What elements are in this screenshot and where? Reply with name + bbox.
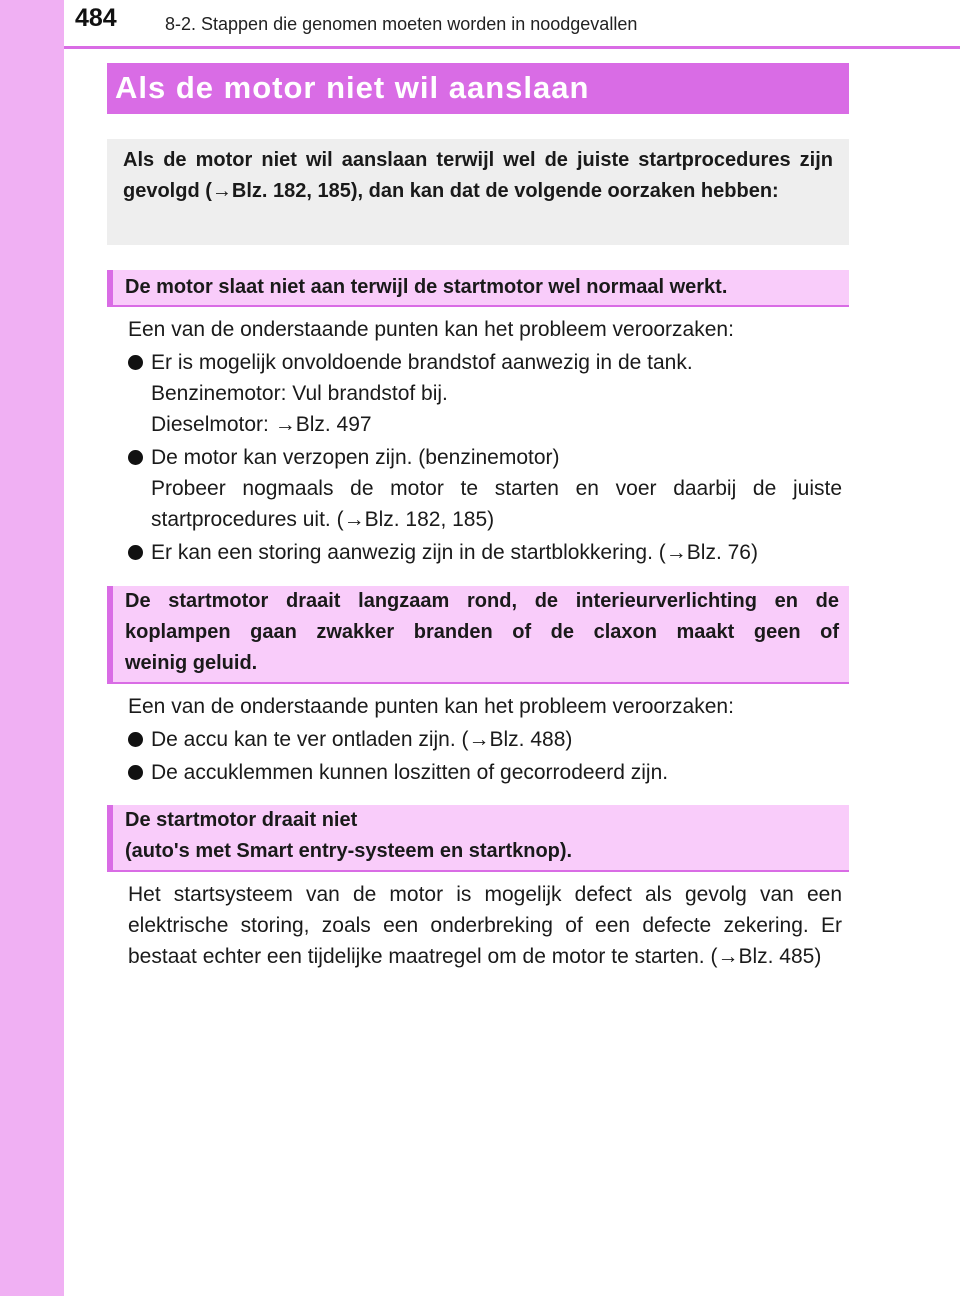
- section-heading-3-line: De startmotor draait niet: [125, 809, 358, 831]
- bullet-text: De accu kan te ver ontladen zijn. (→Blz. 488): [151, 728, 573, 751]
- section-2-lead: Een van de onderstaande punten kan het probleem veroorzaken:: [128, 695, 734, 718]
- bullet-text: Probeer nogmaals de motor te starten en voer daarbij de juiste: [151, 477, 842, 500]
- list-item: [128, 347, 842, 440]
- section-3-body: Het startsysteem van de motor is mogelijk defect als gevolg van een elektrische storing, zoals een onderbreking of een defecte zekering. Er bestaat echter een tijdelijke maatregel om de motor te starten. (→Blz. 485): [128, 883, 842, 968]
- title-bar: [107, 63, 849, 114]
- list-item: [128, 724, 842, 755]
- bullet-icon: [128, 765, 143, 780]
- chapter-title: 8-2. Stappen die genomen moeten worden in noodgevallen: [165, 14, 638, 34]
- section-heading-2-line: weinig geluid.: [125, 652, 258, 674]
- bullet-icon: [128, 450, 143, 465]
- page-number: 484: [75, 4, 117, 32]
- list-item: [128, 537, 842, 568]
- section-heading-2-line: koplampen gaan zwakker branden of de claxon maakt geen of: [125, 621, 839, 643]
- section-heading-1: [107, 270, 849, 307]
- bullet-text: Dieselmotor: →Blz. 497: [151, 413, 372, 436]
- list-item: [128, 442, 842, 535]
- bullet-text: De motor kan verzopen zijn. (benzinemotor): [151, 446, 560, 469]
- section-1-lead: Een van de onderstaande punten kan het probleem veroorzaken:: [128, 318, 734, 341]
- list-item: [128, 757, 842, 788]
- section-heading-1-text: De motor slaat niet aan terwijl de startmotor wel normaal werkt.: [125, 276, 728, 298]
- section-2-body: [128, 691, 842, 788]
- intro-box: [107, 139, 849, 245]
- bullet-text: Er is mogelijk onvoldoende brandstof aanwezig in de tank.: [151, 351, 693, 374]
- bullet-text: startprocedures uit. (→Blz. 182, 185): [151, 508, 495, 531]
- section-1-body: [128, 314, 842, 568]
- side-tab: [0, 0, 64, 1296]
- bullet-text: Benzinemotor: Vul brandstof bij.: [151, 382, 448, 405]
- bullet-text: Er kan een storing aanwezig zijn in de startblokkering. (→Blz. 76): [151, 541, 758, 564]
- section-heading-2: [107, 586, 849, 684]
- section-heading-3: [107, 805, 849, 872]
- page-title: Als de motor niet wil aanslaan: [115, 70, 590, 105]
- section-heading-2-line: De startmotor draait langzaam rond, de interieurverlichting en de: [125, 590, 839, 612]
- bullet-icon: [128, 732, 143, 747]
- bullet-icon: [128, 355, 143, 370]
- section-heading-3-line: (auto's met Smart entry-systeem en startknop).: [125, 840, 573, 862]
- intro-text: Als de motor niet wil aanslaan terwijl wel de juiste startprocedures zijn gevolgd (→Blz. 182, 185), dan kan dat de volgende oorzaken hebben:: [123, 149, 833, 202]
- bullet-text: De accuklemmen kunnen loszitten of gecorrodeerd zijn.: [151, 761, 669, 784]
- bullet-icon: [128, 545, 143, 560]
